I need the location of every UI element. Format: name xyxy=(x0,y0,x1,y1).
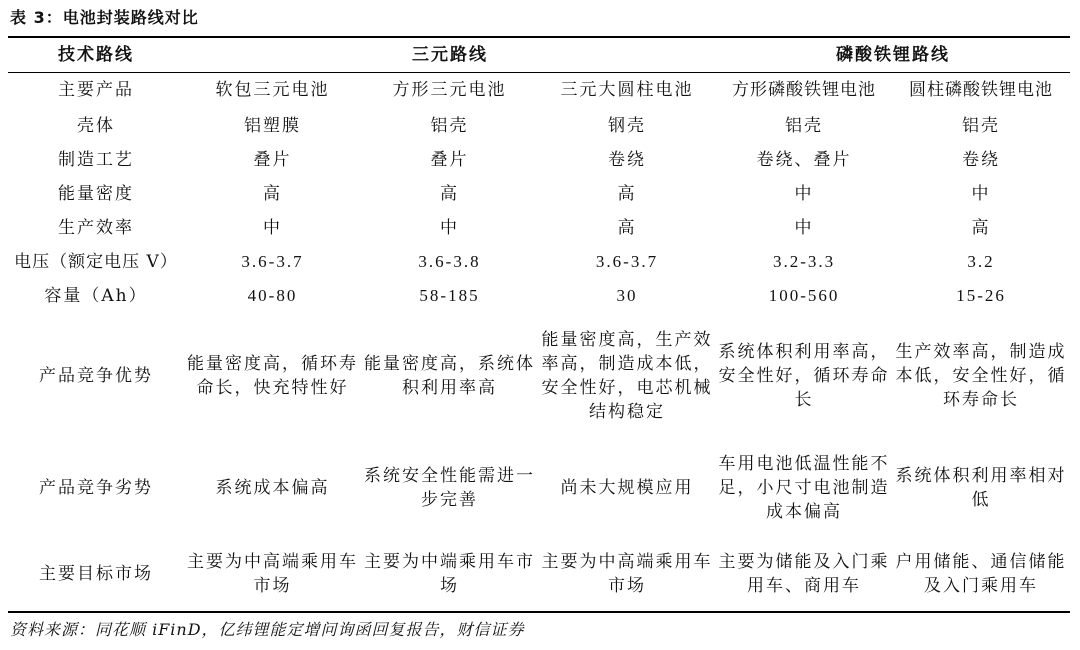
table-cell: 系统安全性能需进一步完善 xyxy=(364,466,535,510)
row-label: 能量密度 xyxy=(58,184,134,204)
table-cell: 中 xyxy=(971,184,991,204)
table-cell: 中 xyxy=(794,218,814,238)
table-row xyxy=(8,211,1070,245)
header-lfp-route: 磷酸铁锂路线 xyxy=(836,45,951,65)
table-cell: 方形磷酸铁锂电池 xyxy=(732,80,877,100)
comparison-table xyxy=(8,38,1070,610)
table-cell: 3.6-3.8 xyxy=(418,252,481,271)
table-cell: 铝壳 xyxy=(430,115,469,136)
table-cell: 铝壳 xyxy=(785,115,824,136)
table-cell: 高 xyxy=(440,184,459,204)
row-label: 生产效率 xyxy=(58,218,134,238)
table-cell: 能量密度高，循环寿命长，快充特性好 xyxy=(187,353,358,398)
table-cell: 3.2-3.3 xyxy=(772,252,836,271)
table-cell: 卷绕 xyxy=(608,150,647,170)
table-cell: 15-26 xyxy=(956,286,1006,305)
table-cell: 叠片 xyxy=(253,150,292,170)
table-row xyxy=(8,279,1070,313)
table-cell: 系统体积利用率相对低 xyxy=(895,466,1067,510)
table-row xyxy=(8,108,1070,143)
table-cell: 高 xyxy=(263,184,282,204)
table-cell: 生产效率高，制造成本低，安全性好，循环寿命长 xyxy=(895,341,1067,410)
table-cell: 高 xyxy=(971,218,991,238)
table-cell: 主要为中端乘用车市场 xyxy=(364,552,535,596)
row-label: 主要目标市场 xyxy=(39,564,153,584)
header-ternary-route: 三元路线 xyxy=(412,45,489,65)
header-tech-route: 技术路线 xyxy=(58,45,134,65)
table-row xyxy=(8,143,1070,177)
table-cell: 系统体积利用率高，安全性好，循环寿命长 xyxy=(718,341,890,410)
table-cell: 3.6-3.7 xyxy=(241,252,304,271)
table-cell: 三元大圆柱电池 xyxy=(560,80,694,100)
table-cell: 圆柱磷酸铁锂电池 xyxy=(909,80,1054,100)
table-row xyxy=(8,177,1070,211)
table-cell: 主要为中高端乘用车市场 xyxy=(187,552,358,596)
table-cell: 主要为储能及入门乘用车、商用车 xyxy=(718,552,890,596)
table-row xyxy=(8,72,1070,108)
table-cell: 高 xyxy=(617,184,637,204)
table-cell: 高 xyxy=(617,218,637,238)
table-cell: 能量密度高，生产效率高，制造成本低，安全性好，电芯机械结构稳定 xyxy=(541,329,713,422)
table-caption: 表 3：电池封装路线对比 xyxy=(10,8,199,27)
row-label: 产品竞争优势 xyxy=(39,365,153,386)
table-cell: 100-560 xyxy=(768,286,840,305)
bottom-rule xyxy=(8,611,1070,613)
table-cell: 30 xyxy=(616,286,638,305)
table-cell: 能量密度高，系统体积利用率高 xyxy=(364,353,535,398)
row-label: 制造工艺 xyxy=(58,150,134,170)
table-row xyxy=(8,245,1070,279)
table-cell: 卷绕 xyxy=(962,150,1001,170)
table-cell: 钢壳 xyxy=(608,115,647,136)
table-cell: 叠片 xyxy=(430,150,469,170)
table-cell: 软包三元电池 xyxy=(215,80,330,100)
table-row xyxy=(8,538,1070,610)
table-row xyxy=(8,438,1070,538)
table-cell: 主要为中高端乘用车市场 xyxy=(541,552,713,596)
table-cell: 车用电池低温性能不足，小尺寸电池制造成本偏高 xyxy=(718,454,890,522)
table-cell: 铝塑膜 xyxy=(244,115,301,136)
table-cell: 尚未大规模应用 xyxy=(560,478,694,498)
table-cell: 铝壳 xyxy=(962,115,1001,136)
table-cell: 3.2 xyxy=(967,252,995,271)
table-cell: 系统成本偏高 xyxy=(215,478,330,498)
table-cell: 58-185 xyxy=(419,286,480,305)
source-note: 资料来源：同花顺 iFinD，亿纬锂能定增问询函回复报告，财信证券 xyxy=(10,620,525,639)
table-cell: 中 xyxy=(263,218,282,238)
row-label: 壳体 xyxy=(77,115,115,136)
row-label: 电压（额定电压 V） xyxy=(14,252,178,272)
header-row xyxy=(8,38,1070,72)
table-cell: 3.6-3.7 xyxy=(595,252,659,271)
row-label: 容量（Ah） xyxy=(44,286,148,306)
table-row xyxy=(8,313,1070,438)
table-cell: 中 xyxy=(440,218,459,238)
row-label: 产品竞争劣势 xyxy=(39,478,153,498)
table-cell: 方形三元电池 xyxy=(392,80,507,100)
table-cell: 中 xyxy=(794,184,814,204)
table-cell: 卷绕、叠片 xyxy=(756,150,852,170)
row-label: 主要产品 xyxy=(58,80,134,100)
table-cell: 40-80 xyxy=(247,286,298,305)
table-cell: 户用储能、通信储能及入门乘用车 xyxy=(895,552,1067,596)
